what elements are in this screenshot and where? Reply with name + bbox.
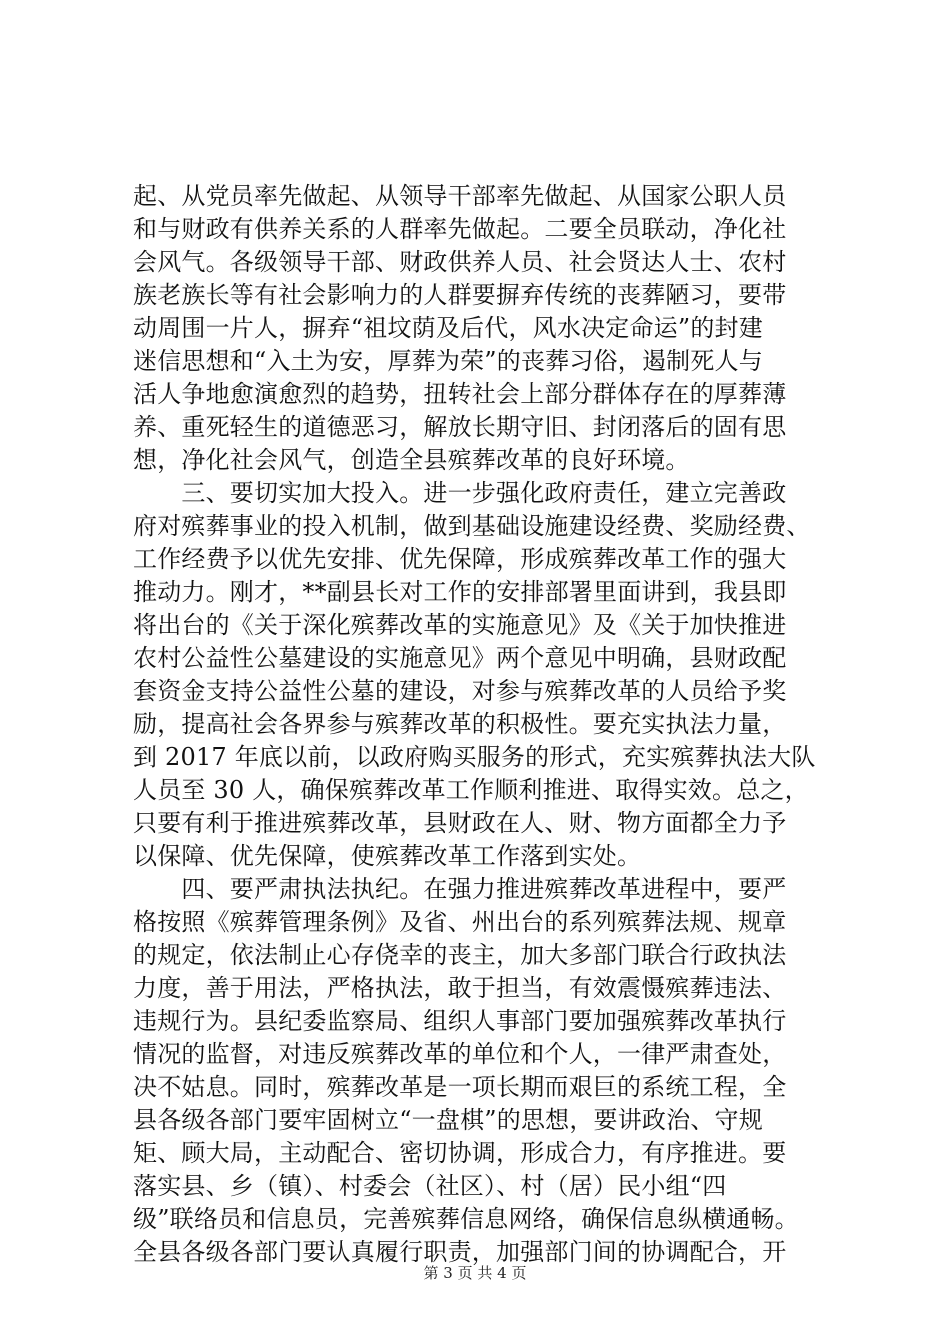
- text-line: 只要有利于推进殡葬改革，县财政在人、财、物方面都全力予: [133, 809, 787, 837]
- text-line: 府对殡葬事业的投入机制，做到基础设施建设经费、奖励经费、: [133, 512, 811, 540]
- text-line: 全县各级各部门要认真履行职责，加强部门间的协调配合，开: [133, 1238, 787, 1266]
- text-line: 养、重死轻生的道德恶习，解放长期守旧、封闭落后的固有思: [133, 413, 787, 441]
- paragraph-start-line: 三、要切实加大投入。进一步强化政府责任，建立完善政: [133, 479, 787, 507]
- text-line: 格按照《殡葬管理条例》及省、州出台的系列殡葬法规、规章: [133, 908, 787, 936]
- text-line: 违规行为。县纪委监察局、组织人事部门要加强殡葬改革执行: [133, 1007, 787, 1035]
- text-line: 励，提高社会各界参与殡葬改革的积极性。要充实执法力量，: [133, 710, 787, 738]
- paragraph-start-line: 四、要严肃执法执纪。在强力推进殡葬改革进程中，要严: [133, 875, 787, 903]
- text-line: 矩、顾大局，主动配合、密切协调，形成合力，有序推进。要: [133, 1139, 787, 1167]
- text-line: 迷信思想和“入土为安，厚葬为荣”的丧葬习俗，遏制死人与: [133, 347, 763, 375]
- text-line: 动周围一片人，摒弃“祖坟荫及后代，风水决定命运”的封建: [133, 314, 763, 342]
- text-line: 起、从党员率先做起、从领导干部率先做起、从国家公职人员: [133, 182, 787, 210]
- text-line: 到 2017 年底以前，以政府购买服务的形式，充实殡葬执法大队: [133, 743, 816, 771]
- text-line: 力度，善于用法，严格执法，敢于担当，有效震慑殡葬违法、: [133, 974, 787, 1002]
- text-line: 以保障、优先保障，使殡葬改革工作落到实处。: [133, 842, 642, 870]
- text-line: 会风气。各级领导干部、财政供养人员、社会贤达人士、农村: [133, 248, 787, 276]
- text-line: 落实县、乡（镇）、村委会（社区）、村（居）民小组“四: [133, 1172, 727, 1200]
- body-text: [133, 180, 833, 1269]
- text-line: 县各级各部门要牢固树立“一盘棋”的思想，要讲政治、守规: [133, 1106, 763, 1134]
- text-line: 活人争地愈演愈烈的趋势，扭转社会上部分群体存在的厚葬薄: [133, 380, 787, 408]
- text-line: 工作经费予以优先安排、优先保障，形成殡葬改革工作的强大: [133, 545, 787, 573]
- page-number-footer: 第 3 页 共 4 页: [423, 1264, 527, 1282]
- text-line: 情况的监督，对违反殡葬改革的单位和个人，一律严肃查处，: [133, 1040, 787, 1068]
- text-line: 农村公益性公墓建设的实施意见》两个意见中明确，县财政配: [133, 644, 787, 672]
- text-line: 族老族长等有社会影响力的人群要摒弃传统的丧葬陋习，要带: [133, 281, 787, 309]
- text-line: 决不姑息。同时，殡葬改革是一项长期而艰巨的系统工程，全: [133, 1073, 787, 1101]
- text-line: 将出台的《关于深化殡葬改革的实施意见》及《关于加快推进: [133, 611, 787, 639]
- text-line: 套资金支持公益性公墓的建设，对参与殡葬改革的人员给予奖: [133, 677, 787, 705]
- text-line: 和与财政有供养关系的人群率先做起。二要全员联动，净化社: [133, 215, 787, 243]
- text-line: 推动力。刚才，**副县长对工作的安排部署里面讲到，我县即: [133, 578, 787, 606]
- text-line: 的规定，依法制止心存侥幸的丧主，加大多部门联合行政执法: [133, 941, 787, 969]
- text-line: 想，净化社会风气，创造全县殡葬改革的良好环境。: [133, 446, 690, 474]
- text-line: 人员至 30 人，确保殡葬改革工作顺利推进、取得实效。总之，: [133, 776, 809, 804]
- text-line: 级”联络员和信息员，完善殡葬信息网络，确保信息纵横通畅。: [133, 1205, 799, 1233]
